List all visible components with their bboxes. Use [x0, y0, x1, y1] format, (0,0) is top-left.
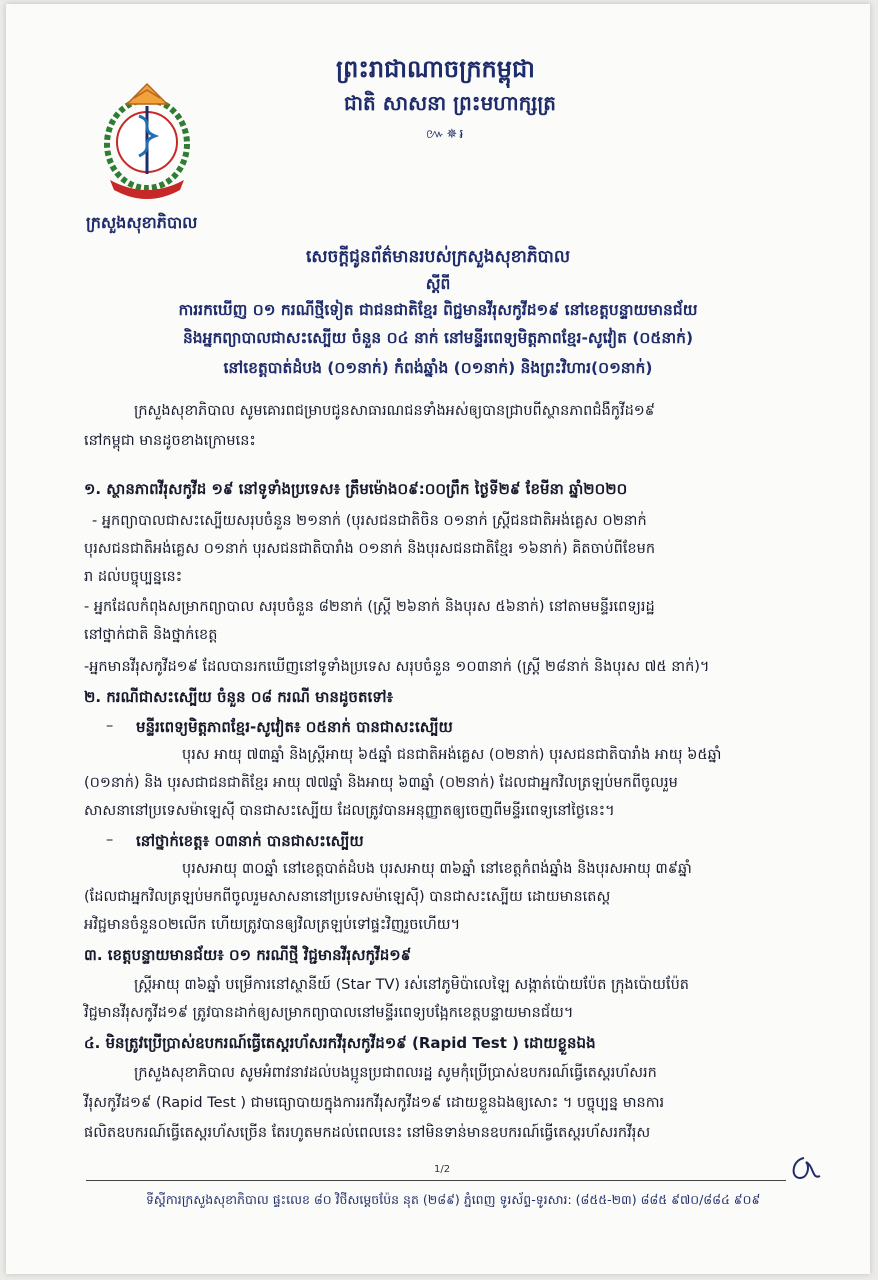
section-2-province-heading: នៅថ្នាក់ខេត្ត៖ ០៣នាក់ បានជាសះស្បើយ	[136, 832, 364, 850]
title-line-5: នៅខេត្តបាត់ដំបង (០១នាក់) កំពង់ឆ្នាំង (០១នាក់) និងព្រះវិហារ(០១នាក់)	[223, 359, 653, 377]
section-2-province-line-1: បុរសអាយុ ៣០ឆ្នាំ នៅខេត្តបាត់ដំបង បុរសអាយុ ៣៦ឆ្នាំ នៅខេត្តកំពង់ឆ្នាំង និងបុរសអាយុ ៣៩ឆ្នាំ	[182, 861, 692, 877]
intro-line-2: នៅកម្ពុជា មានដូចខាងក្រោមនេះ	[84, 433, 256, 449]
title-subject-label: ស្តីពី	[425, 275, 451, 293]
ornament-divider: ៚✵៛	[426, 127, 466, 142]
footer-address: ទីស្តីការក្រសួងសុខាភិបាល ផ្ទះលេខ ៨០ វិថីសម្តេចប៉ែន នុត (២៨៩) ភ្នំពេញ ទូរស័ព្ទ-ទូរសារ: (៨៥៥-២៣) ៨៨៥ ៩៧០/៨៨៤ ៩០៩	[146, 1192, 761, 1207]
section-4-line-3: ផលិតឧបករណ៍ធ្វើតេស្តរហ័សច្រើន តែរហូតមកដល់ពេលនេះ នៅមិនទាន់មានឧបករណ៍ធ្វើតេស្តរហ័សរកវីរុស	[84, 1125, 651, 1141]
section-2-province-line-2: (ដែលជាអ្នកវិលត្រឡប់មកពីចូលរួមសាសនានៅប្រទេសម៉ាឡេស៊ី) បានជាសះស្បើយ ដោយមានតេស្ត	[84, 889, 611, 905]
document-title: សេចក្តីជូនព័ត៌មានរបស់ក្រសួងសុខាភិបាល	[305, 247, 571, 267]
section-3-line-1: ស្ត្រីអាយុ ៣៦ឆ្នាំ បម្រើការនៅស្ថានីយ៍ (Star TV) រស់នៅភូមិប៉ាលេឡៃ សង្កាត់ប៉ោយប៉ែត ក្រុងប៉ោយប៉ែត	[134, 977, 689, 993]
document-page	[6, 4, 870, 1274]
section-4-line-1: ក្រសួងសុខាភិបាល សូមអំពាវនាវដល់បងប្អូនប្រជាពលរដ្ឋ សូមកុំប្រើប្រាស់ឧបករណ៍ធ្វើតេស្តរហ័សរក	[134, 1065, 657, 1081]
section-4-heading: ៤. មិនត្រូវប្រើប្រាស់ឧបករណ៍ធ្វើតេស្តរហ័សរកវីរុសកូវីដ១៩ (Rapid Test ) ដោយខ្លួនឯង	[84, 1034, 596, 1052]
section-2-hospital-line-1: បុរស អាយុ ៧៣ឆ្នាំ និងស្ត្រីអាយុ ៦៥ឆ្នាំ ជនជាតិអង់គ្លេស (០២នាក់) បុរសជនជាតិបារាំង អាយុ ៦៥ឆ្នាំ	[182, 747, 722, 763]
bullet-dash: –	[106, 718, 114, 734]
section-1-total-cases: -អ្នកមានវីរុសកូវីដ១៩ ដែលបានរកឃើញនៅទូទាំងប្រទេស សរុបចំនួន ១០៣នាក់ (ស្ត្រី ២៨នាក់ និងបុរស ៧៥ នាក់)។	[84, 659, 710, 675]
section-2-province-line-3: អវិជ្ជមានចំនួន០២លើក ហើយត្រូវបានឲ្យវិលត្រឡប់ទៅផ្ទះវិញរួចហើយ។	[84, 917, 461, 933]
initials-signature-icon	[784, 1152, 824, 1188]
section-2-hospital-line-2: (០១នាក់) និង បុរសជាជនជាតិខ្មែរ អាយុ ៧៧ឆ្នាំ និងអាយុ ៦៣ឆ្នាំ (០២នាក់) ដែលជាអ្នកវិលត្រឡប់មកពីចូលរួម	[84, 775, 678, 791]
section-3-line-2: វិជ្ជមានវីរុសកូវីដ១៩ ត្រូវបានដាក់ឲ្យសម្រាកព្យាបាលនៅមន្ទីរពេទ្យបង្អែកខេត្តបន្ទាយមានជ័យ។	[84, 1005, 574, 1021]
title-line-3: ការរកឃើញ ០១ ករណីថ្មីទៀត ជាជនជាតិខ្មែរ ពិជ្ជមានវីរុសកូវីដ១៩ នៅខេត្តបន្ទាយមានជ័យ	[178, 301, 698, 319]
bullet-dash: –	[106, 832, 114, 848]
section-1-treated-line-1: - អ្នកដែលកំពុងសម្រាកព្យាបាល សរុបចំនួន ៨២នាក់ (ស្ត្រី ២៦នាក់ និងបុរស ៥៦នាក់) នៅតាមមន្ទីរពេទ្យរដ្ឋ	[84, 599, 655, 615]
ministry-name: ក្រសួងសុខាភិបាល	[86, 213, 198, 232]
section-1-heading: ១. ស្ថានភាពវីរុសកូវីដ ១៩ នៅទូទាំងប្រទេស៖ ត្រឹមម៉ោង០៩:០០ព្រឹក ថ្ងៃទី២៩ ខែមីនា ឆ្នាំ២០២០	[84, 480, 628, 498]
section-1-treated-line-2: នៅថ្នាក់ជាតិ និងថ្នាក់ខេត្ត	[84, 627, 218, 643]
ministry-emblem-icon	[92, 76, 202, 206]
title-line-4: និងអ្នកព្យាបាលជាសះស្បើយ ចំនួន ០៤ នាក់ នៅមន្ទីរពេទ្យមិត្តភាពខ្មែរ-សូវៀត (០៥នាក់)	[182, 329, 694, 347]
section-3-heading: ៣. ខេត្តបន្ទាយមានជ័យ៖ ០១ ករណីថ្មី វិជ្ជមានវីរុសកូវីដ១៩	[84, 946, 412, 964]
section-1-recovered-line-3: រា ដល់បច្ចុប្បន្ននេះ	[84, 569, 183, 585]
page-number: 1/2	[434, 1164, 451, 1175]
section-2-hospital-line-3: សាសនានៅប្រទេសម៉ាឡេស៊ី បានជាសះស្បើយ ដែលត្រូវបានអនុញ្ញាតឲ្យចេញពីមន្ទីរពេទ្យនៅថ្ងៃនេះ។	[84, 803, 615, 819]
footer-divider	[86, 1180, 786, 1181]
section-2-heading: ២. ករណីជាសះស្បើយ ចំនួន ០៨ ករណី មានដូចតទៅ៖	[84, 688, 394, 706]
national-motto: ជាតិ សាសនា ព្រះមហាក្សត្រ	[344, 91, 556, 115]
section-1-recovered-line-2: បុរសជនជាតិអង់គ្លេស ០១នាក់ បុរសជនជាតិបារាំង ០១នាក់ និងបុរសជនជាតិខ្មែរ ១៦នាក់) គិតចាប់ពីខែមក	[84, 541, 656, 557]
kingdom-title: ព្រះរាជាណាចក្រកម្ពុជា	[336, 55, 535, 83]
intro-line-1: ក្រសួងសុខាភិបាល សូមគោរពជម្រាបជូនសាធារណជនទាំងអស់ឲ្យបានជ្រាបពីស្ថានភាពជំងឺកូវីដ១៩	[134, 403, 656, 419]
section-1-recovered-line-1: - អ្នកព្យាបាលជាសះស្បើយសរុបចំនួន ២១នាក់ (បុរសជនជាតិចិន ០១នាក់ ស្ត្រីជនជាតិអង់គ្លេស ០២នាក់	[92, 513, 647, 529]
section-2-hospital-heading: មន្ទីរពេទ្យមិត្តភាពខ្មែរ-សូវៀត៖ ០៥នាក់ បានជាសះស្បើយ	[136, 718, 453, 736]
section-4-line-2: វីរុសកូវីដ១៩ (Rapid Test ) ជាមធ្យោបាយក្នុងការរកវីរុសកូវីដ១៩ ដោយខ្លួនឯងឲ្យសោះ ។ បច្ចុប្បន្ន មានការ	[84, 1095, 665, 1111]
